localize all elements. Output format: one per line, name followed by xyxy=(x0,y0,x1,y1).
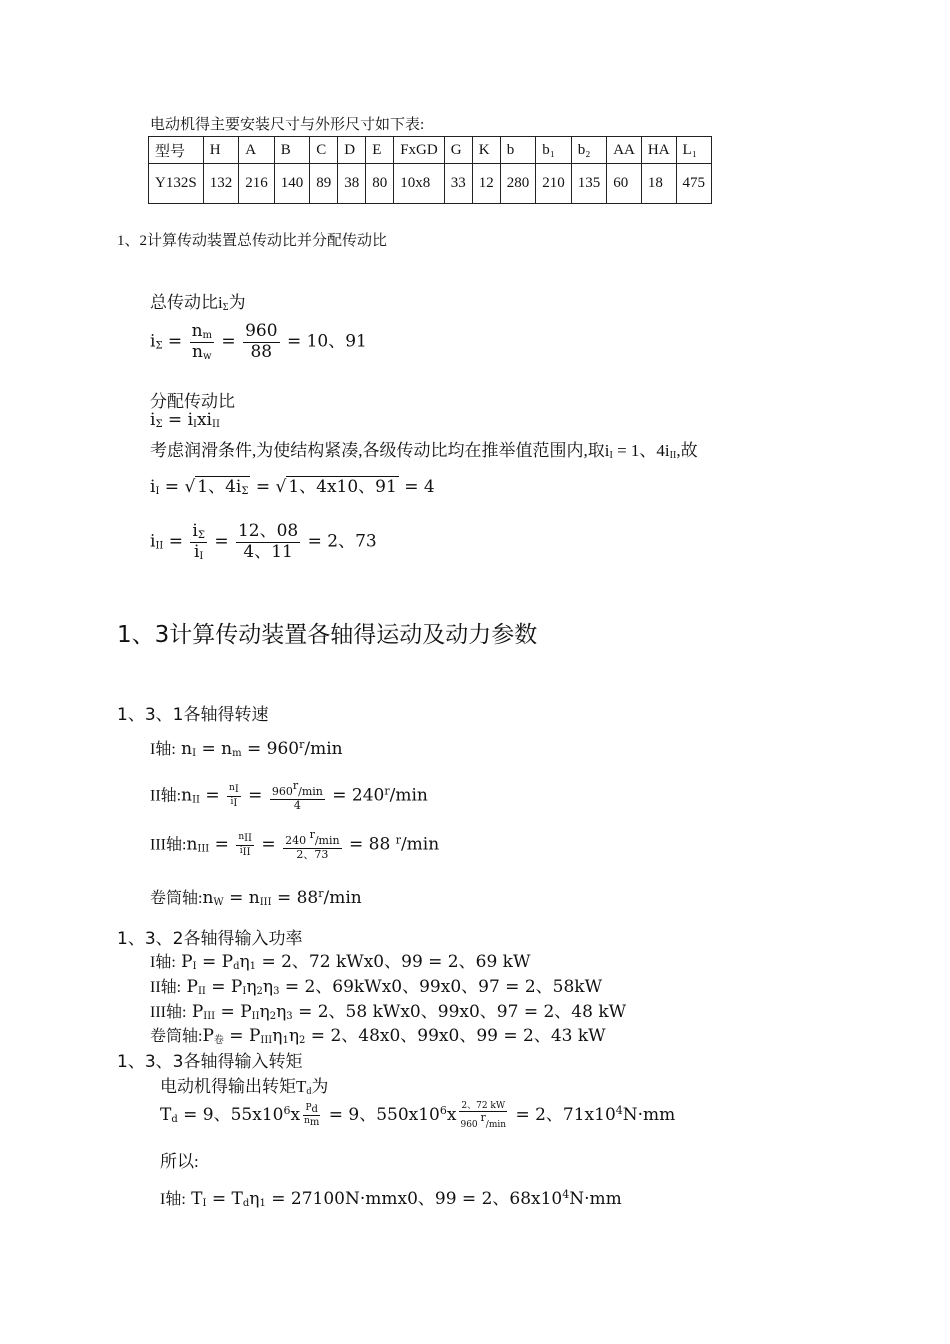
second-stage-ratio-equation: $i_{II}$ = $\frac{i_\Sigma}{i_I}$ = $\frac{12、08}{4、11}$ = 2、73 xyxy=(150,521,377,562)
header-cell: 型号 xyxy=(149,137,204,164)
table-cell: 60 xyxy=(607,164,642,204)
header-cell: G xyxy=(444,137,472,164)
header-cell: B xyxy=(274,137,310,164)
header-cell: b₁ xyxy=(536,137,572,164)
shaft-1-power: I轴: $P_I = P_d\eta_1 = 2$、72 kWx0、99 = 2、69 kW xyxy=(150,952,531,972)
drum-shaft-speed: 卷筒轴$:n_W = n_{III} = 88^r/\min$ xyxy=(150,887,362,908)
table-cell: 132 xyxy=(203,164,239,204)
shaft-1-torque: I轴: $T_I = T_d\eta_1 = 27100N\cdot mmx0$、99 = 2、$68x10^4N\cdot mm$ xyxy=(160,1188,622,1209)
subsection-power: 1、3、2各轴得输入功率 xyxy=(117,929,303,949)
so-text: 所以: xyxy=(160,1152,199,1171)
header-cell: C xyxy=(310,137,338,164)
table-cell: 33 xyxy=(444,164,472,204)
allocation-equation: $i_\Sigma = i_Ixi_{II}$ xyxy=(150,410,220,430)
shaft-3-power: III轴: $P_{III} = P_{II}\eta_2\eta_3 = 2$、58 kWx0、99x0、97 = 2、48 kW xyxy=(150,1002,627,1022)
table-cell: 140 xyxy=(274,164,310,204)
table-cell: Y132S xyxy=(149,164,204,204)
header-cell: AA xyxy=(607,137,642,164)
motor-dimension-table xyxy=(148,136,712,204)
subsection-torque: 1、3、3各轴得输入转矩 xyxy=(117,1052,303,1072)
table-cell: 80 xyxy=(366,164,394,204)
table-cell: 12 xyxy=(472,164,500,204)
total-ratio-label: 总传动比$i_\Sigma$为 xyxy=(150,293,246,313)
table-cell: 135 xyxy=(571,164,607,204)
table-header-row xyxy=(149,137,712,164)
header-cell: E xyxy=(366,137,394,164)
motor-torque-equation: $T_d = 9$、$55x10^6x$ $\frac{P_d}{n_m}$ = 9、$550x10^6x$ $\frac{2、72 kW}{960 ^r/\min}$ = 2、$71x10^4N\cdot mm$ xyxy=(160,1100,676,1130)
total-ratio-equation: $i_\Sigma$ = $\frac{n_m}{n_w}$ = $\frac{960}{88}$ = 10、91 xyxy=(150,321,367,362)
motor-torque-label: 电动机得输出转矩$T_d$为 xyxy=(160,1077,329,1097)
table-cell: 216 xyxy=(239,164,275,204)
table-cell: 10x8 xyxy=(394,164,445,204)
shaft-2-speed: II轴$:n_{II}$ = $\frac{n_I}{i_I}$ = $\frac{960^r/\min}{4}$ = $240^r/\min$ xyxy=(150,779,428,812)
consideration-text: 考虑润滑条件,为使结构紧凑,各级传动比均在推举值范围内,取$i_I = 1$、$4i_{II}$,故 xyxy=(150,441,698,461)
shaft-3-speed: III轴$:n_{III}$ = $\frac{n_{II}}{i_{II}}$ = $\frac{240 ^r/\min}{2、73}$ = 88 $^r$/min xyxy=(150,828,440,861)
header-cell: b xyxy=(500,137,536,164)
allocation-label: 分配传动比 xyxy=(150,392,235,411)
table-intro: 电动机得主要安装尺寸与外形尺寸如下表: xyxy=(150,117,425,133)
header-cell: HA xyxy=(641,137,676,164)
table-cell: 38 xyxy=(338,164,366,204)
shaft-1-speed: I轴: $n_I = n_m = 960^r/\min$ xyxy=(150,738,343,759)
table-cell: 89 xyxy=(310,164,338,204)
subsection-speed: 1、3、1各轴得转速 xyxy=(117,705,269,725)
table-cell: 280 xyxy=(500,164,536,204)
header-cell: L₁ xyxy=(676,137,712,164)
header-cell: b₂ xyxy=(571,137,607,164)
header-cell: FxGD xyxy=(394,137,445,164)
header-cell: A xyxy=(239,137,275,164)
table-row xyxy=(149,164,712,204)
shaft-2-power: II轴: $P_{II} = P_I\eta_2\eta_3 = 2$、69kWx0、99x0、97 = 2、58kW xyxy=(150,977,603,997)
first-stage-ratio-equation: $i_I$ = √ 1、$4i_\Sigma$ = √ 1、4x10、91 = 4 xyxy=(150,477,435,497)
section-heading-1-3: 1、3计算传动装置各轴得运动及动力参数 xyxy=(117,622,538,648)
header-cell: H xyxy=(203,137,239,164)
header-cell: D xyxy=(338,137,366,164)
table-cell: 475 xyxy=(676,164,712,204)
table-cell: 18 xyxy=(641,164,676,204)
section-heading-1-2: 1、2计算传动装置总传动比并分配传动比 xyxy=(117,233,388,249)
drum-shaft-power: 卷筒轴$:P_卷 = P_{III}\eta_1\eta_2 = 2$、48x0、99x0、99 = 2、43 kW xyxy=(150,1026,606,1046)
table-cell: 210 xyxy=(536,164,572,204)
header-cell: K xyxy=(472,137,500,164)
